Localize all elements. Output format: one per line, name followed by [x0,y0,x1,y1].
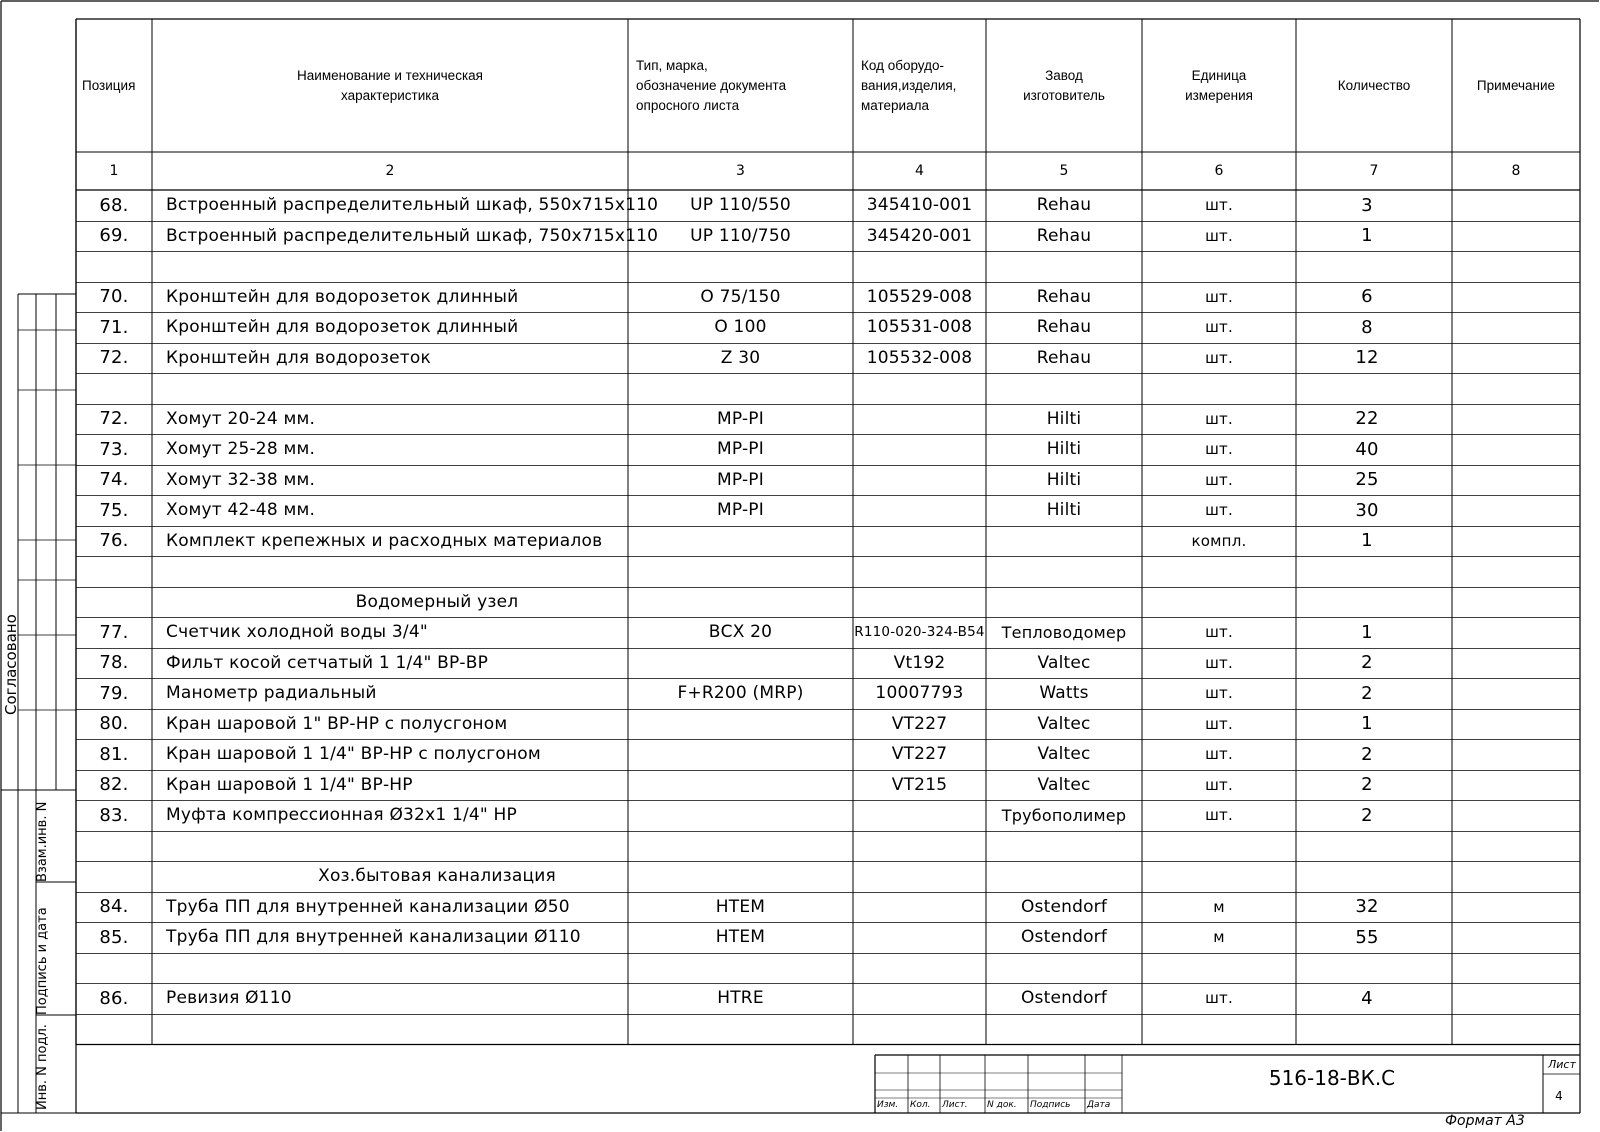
cell-unit: шт. [1205,501,1233,520]
cell-type: UP 110/550 [690,195,791,216]
header-col-label: Наименование и техническая характеристика [297,67,483,103]
cell-type [628,800,853,831]
column-number: 1 [109,163,119,179]
cell-name: Фильт косой сетчатый 1 1/4" ВР-ВР [166,652,489,673]
header-col-1 [76,20,152,151]
cell-unit: шт. [1205,440,1233,459]
cell-maker: Rehau [1036,317,1092,338]
column-number: 7 [1369,163,1379,179]
cell-code [853,861,986,892]
cell-pos: 73. [99,438,129,460]
cell-unit: шт. [1205,745,1233,764]
cell-name: Хомут 32-38 мм. [166,469,316,490]
header-col-label: Количество [1337,77,1411,93]
cell-name: Ревизия Ø110 [166,988,292,1009]
header-col-7 [1296,20,1452,151]
header-col-label: Примечание [1476,77,1556,93]
cell-qty: 2 [1361,804,1373,826]
cell-name: Встроенный распределительный шкаф, 550х715х110 [166,195,659,216]
header-col-4 [853,20,986,151]
cell-qty: 30 [1355,499,1379,521]
header-col-2 [152,20,628,151]
column-number: 8 [1511,163,1521,179]
cell-type [628,709,853,740]
cell-type [628,251,853,282]
cell-pos [76,373,152,404]
cell-code: VT215 [891,774,948,795]
column-number: 3 [736,163,745,179]
cell-qty: 1 [1361,530,1373,552]
cell-name: Труба ПП для внутренней канализации Ø110 [166,927,581,948]
cell-code: 105531-008 [866,317,973,338]
sheet-label: Лист [1548,1058,1576,1071]
cell-qty: 32 [1355,896,1379,918]
cell-name: Хомут 25-28 мм. [166,439,316,460]
cell-code [853,587,986,618]
cell-name [152,556,628,587]
cell-maker: Hilti [1046,439,1082,460]
cell-maker: Rehau [1036,195,1092,216]
stamp-label: N док. [987,1100,1017,1110]
cell-name: Комплект крепежных и расходных материалов [166,530,603,551]
cell-maker [986,556,1142,587]
cell-unit: шт. [1205,714,1233,733]
cell-unit [1142,251,1296,282]
cell-type: ВСХ 20 [708,622,773,643]
cell-qty [1296,587,1452,618]
sheet-number: 4 [1555,1089,1563,1103]
cell-unit: шт. [1205,806,1233,825]
stamp-label: Изм. [877,1100,899,1110]
cell-type [628,526,853,557]
cell-maker: Rehau [1036,225,1092,246]
format-label: Формат А3 [1445,1113,1525,1129]
cell-type: MP-PI [717,439,764,460]
cell-type: HTEM [715,896,766,917]
cell-maker: Ostendorf [1020,896,1108,917]
cell-maker: Тепловодомер [1001,622,1127,642]
cell-pos: 69. [99,225,129,247]
header-col-label: Тип, марка, обозначение документа опросного листа [636,57,787,113]
cell-code: 105529-008 [866,286,973,307]
cell-type: HTEM [715,927,766,948]
cell-type: MP-PI [717,500,764,521]
cell-qty: 1 [1361,621,1373,643]
cell-unit [1142,1014,1296,1045]
cell-unit: шт. [1205,318,1233,337]
cell-code: VT227 [891,713,948,734]
cell-maker [986,831,1142,862]
cell-pos: 81. [99,743,129,765]
cell-type: O 75/150 [700,286,781,307]
cell-name: Муфта компрессионная Ø32х1 1/4" НР [166,805,517,826]
cell-name [152,953,628,984]
header-col-label: Позиция [82,77,136,93]
cell-maker [986,953,1142,984]
cell-name: Кронштейн для водорозеток [166,347,431,368]
cell-type [628,861,853,892]
header-col-label: Завод изготовитель [1023,67,1105,103]
cell-qty [1296,831,1452,862]
cell-qty: 40 [1355,438,1379,460]
document-designation: 516-18-ВК.С [1268,1066,1396,1090]
cell-unit [1142,587,1296,618]
cell-code: Vt192 [893,652,946,673]
cell-type: O 100 [714,317,767,338]
cell-qty: 22 [1355,408,1379,430]
cell-unit [1142,953,1296,984]
cell-unit: компл. [1191,531,1247,550]
cell-qty: 2 [1361,652,1373,674]
cell-name: Манометр радиальный [166,683,377,704]
cell-maker: Valtec [1037,652,1091,673]
cell-qty: 55 [1355,926,1379,948]
cell-qty [1296,953,1452,984]
cell-qty [1296,373,1452,404]
cell-type [628,556,853,587]
cell-type [628,739,853,770]
cell-code: 105532-008 [866,347,973,368]
cell-name: Счетчик холодной воды 3/4" [166,622,428,643]
cell-qty: 1 [1361,225,1373,247]
cell-unit: шт. [1205,196,1233,215]
cell-name: Хомут 42-48 мм. [166,500,316,521]
cell-pos [76,1014,152,1045]
cell-code [853,953,986,984]
cell-unit: шт. [1205,684,1233,703]
cell-code [853,1014,986,1045]
cell-name: Встроенный распределительный шкаф, 750х715х110 [166,225,659,246]
cell-unit [1142,556,1296,587]
cell-maker: Watts [1039,683,1089,704]
stamp-label: Подпись [1030,1100,1071,1110]
cell-type [628,1014,853,1045]
cell-unit: шт. [1205,623,1233,642]
cell-maker: Ostendorf [1020,927,1108,948]
cell-pos [76,831,152,862]
cell-maker: Valtec [1037,774,1091,795]
cell-qty: 8 [1361,316,1373,338]
header-col-label: Единица измерения [1185,67,1253,103]
cell-unit: шт. [1205,409,1233,428]
cell-name: Кронштейн для водорозеток длинный [166,286,519,307]
cell-unit: шт. [1205,653,1233,672]
column-number: 4 [915,163,924,179]
cell-type: Z 30 [720,347,761,368]
cell-qty: 2 [1361,682,1373,704]
cell-name: Хоз.бытовая канализация [318,866,556,887]
cell-unit: шт. [1205,989,1233,1008]
cell-qty: 2 [1361,774,1373,796]
cell-maker: Rehau [1036,286,1092,307]
cell-type [628,648,853,679]
cell-pos: 82. [99,774,129,796]
inv-orig-label: Инв. N подл. [35,1024,50,1110]
cell-maker [986,373,1142,404]
cell-qty: 6 [1361,286,1373,308]
cell-type: F+R200 (MRP) [677,683,804,704]
cell-qty [1296,1014,1452,1045]
cell-unit: шт. [1205,775,1233,794]
cell-pos: 72. [99,347,129,369]
column-number: 5 [1059,163,1069,179]
cell-code [853,251,986,282]
cell-name [152,831,628,862]
cell-maker [986,526,1142,557]
agreed-label: Согласовано [2,614,20,715]
cell-type: MP-PI [717,469,764,490]
cell-code: R110-020-324-B54 [854,624,985,641]
cell-name: Кронштейн для водорозеток длинный [166,317,519,338]
cell-code: 345410-001 [866,195,973,216]
cell-pos: 77. [99,621,129,643]
cell-name: Хомут 20-24 мм. [166,408,316,429]
cell-pos: 80. [99,713,129,735]
cell-code [853,556,986,587]
header-col-5 [986,20,1142,151]
cell-pos: 68. [99,194,129,216]
cell-code: VT227 [891,744,948,765]
cell-maker: Valtec [1037,744,1091,765]
cell-maker: Hilti [1046,469,1082,490]
cell-qty: 4 [1361,987,1373,1009]
cell-maker: Valtec [1037,713,1091,734]
cell-qty: 1 [1361,713,1373,735]
cell-maker [986,1014,1142,1045]
cell-name [152,251,628,282]
cell-pos: 76. [99,530,129,552]
cell-qty [1296,556,1452,587]
header-col-label: Код оборудо- вания,изделия, материала [861,57,957,113]
cell-pos: 79. [99,682,129,704]
cell-unit: шт. [1205,348,1233,367]
cell-qty [1296,251,1452,282]
cell-code [853,831,986,862]
column-number: 2 [385,163,395,179]
cell-name: Кран шаровой 1 1/4" ВР-НР с полусгоном [166,744,541,765]
cell-pos [76,861,152,892]
cell-code [853,434,986,465]
cell-type [628,587,853,618]
cell-code: 345420-001 [866,225,973,246]
cell-code [853,800,986,831]
header-col-6 [1142,20,1296,151]
cell-type: UP 110/750 [690,225,791,246]
replace-inv-label: Взам.инв. N [35,801,50,882]
column-number: 6 [1214,163,1224,179]
cell-unit: м [1213,928,1225,947]
cell-pos: 71. [99,316,129,338]
cell-pos: 84. [99,896,129,918]
cell-code [853,983,986,1014]
cell-unit: шт. [1205,287,1233,306]
cell-code: 10007793 [875,683,964,704]
cell-unit: шт. [1205,470,1233,489]
cell-maker: Ostendorf [1020,988,1108,1009]
cell-pos: 86. [99,987,129,1009]
cell-pos: 75. [99,499,129,521]
cell-unit [1142,373,1296,404]
cell-code [853,373,986,404]
cell-maker: Hilti [1046,500,1082,521]
cell-name: Водомерный узел [355,591,519,612]
cell-qty: 2 [1361,743,1373,765]
cell-unit: м [1213,897,1225,916]
header-col-8 [1452,20,1580,151]
cell-pos [76,251,152,282]
cell-type [628,953,853,984]
cell-type [628,373,853,404]
cell-code [853,922,986,953]
stamp-label: Кол. [910,1100,931,1110]
cell-unit: шт. [1205,226,1233,245]
cell-code [853,526,986,557]
cell-pos: 70. [99,286,129,308]
cell-pos [76,556,152,587]
cell-pos: 83. [99,804,129,826]
cell-pos: 72. [99,408,129,430]
cell-code [853,404,986,435]
cell-type [628,770,853,801]
cell-maker: Hilti [1046,408,1082,429]
cell-code [853,495,986,526]
stamp-label: Лист. [942,1100,968,1110]
cell-pos: 74. [99,469,129,491]
cell-unit [1142,861,1296,892]
cell-code [853,892,986,923]
cell-type: MP-PI [717,408,764,429]
cell-pos [76,587,152,618]
cell-maker: Трубополимер [1001,805,1127,825]
cell-name: Труба ПП для внутренней канализации Ø50 [166,896,570,917]
cell-maker [986,587,1142,618]
cell-qty: 25 [1355,469,1379,491]
cell-maker: Rehau [1036,347,1092,368]
header-col-3 [628,20,853,151]
cell-maker [986,251,1142,282]
cell-maker [986,861,1142,892]
cell-type: HTRE [717,988,764,1009]
cell-name [152,1014,628,1045]
cell-qty [1296,861,1452,892]
cell-name: Кран шаровой 1 1/4" ВР-НР [166,774,413,795]
cell-pos: 78. [99,652,129,674]
sign-date-label: Подпись и дата [35,907,50,1015]
cell-qty: 12 [1355,347,1379,369]
cell-pos [76,953,152,984]
cell-unit [1142,831,1296,862]
cell-type [628,831,853,862]
cell-name [152,373,628,404]
cell-pos: 85. [99,926,129,948]
cell-code [853,465,986,496]
stamp-label: Дата [1087,1100,1111,1110]
cell-name: Кран шаровой 1" ВР-НР с полусгоном [166,713,508,734]
cell-qty: 3 [1361,194,1373,216]
